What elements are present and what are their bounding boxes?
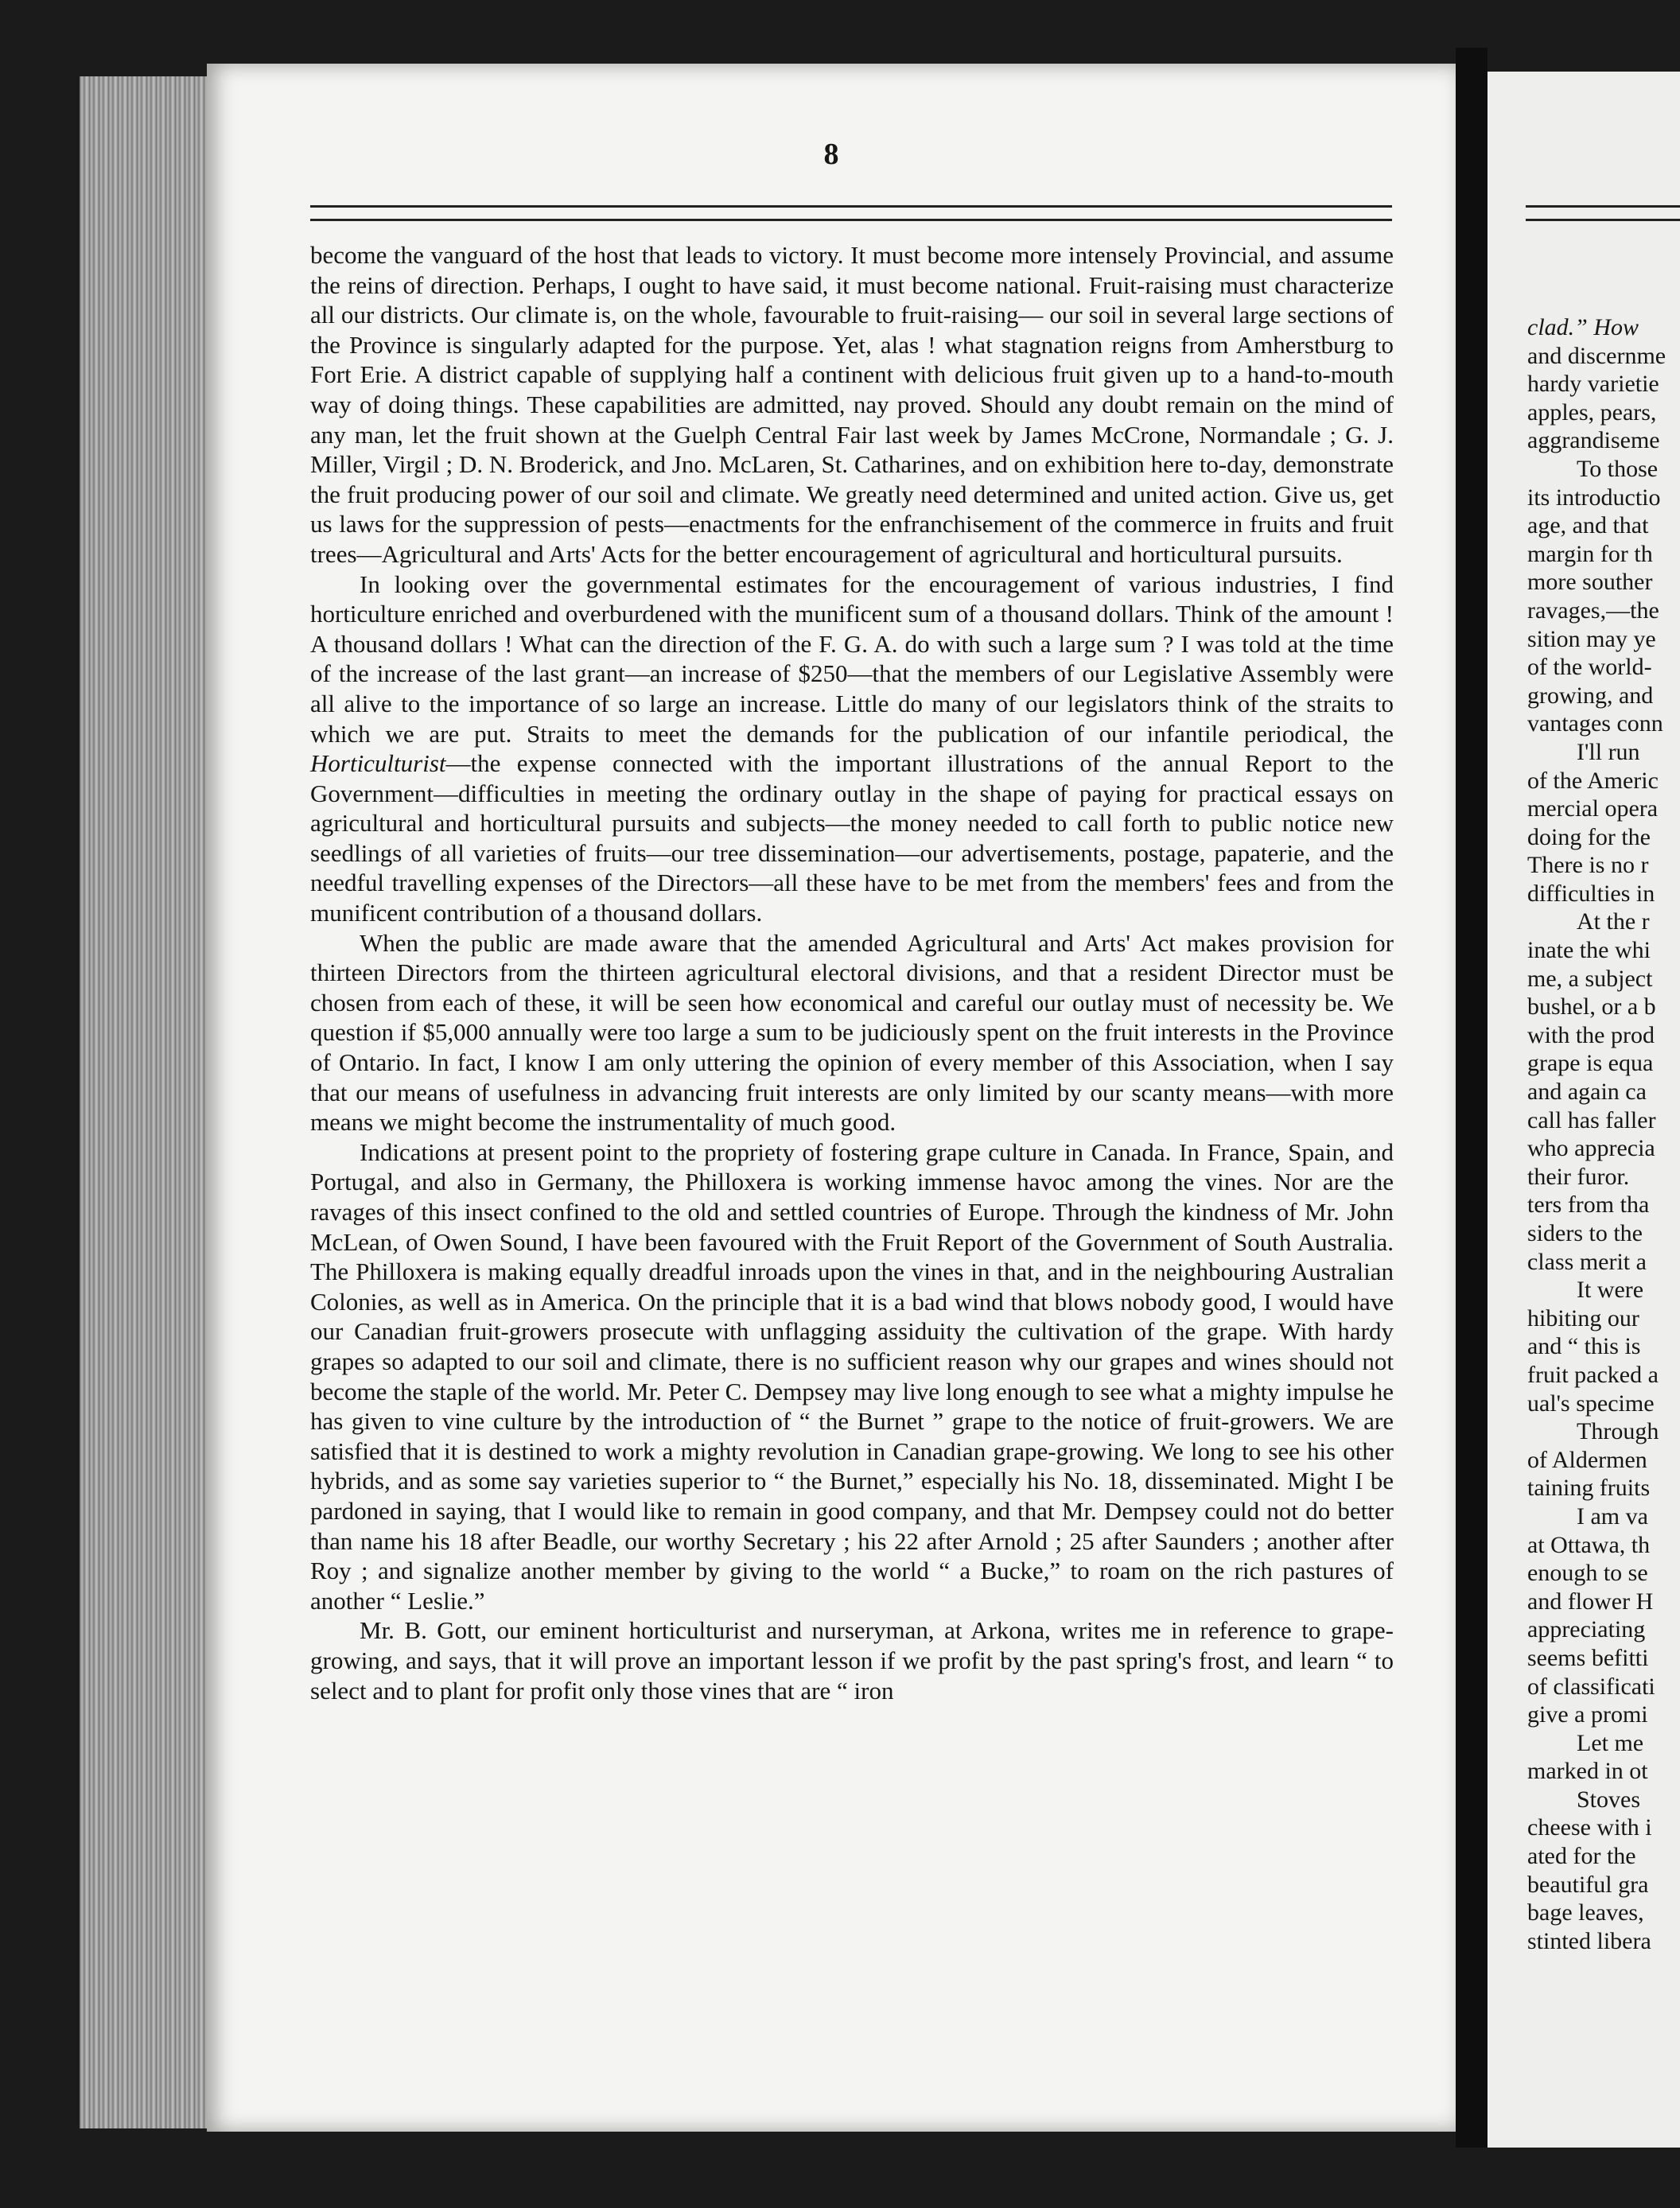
- right-page-line: marked in ot: [1527, 1758, 1648, 1785]
- paragraph: Mr. B. Gott, our eminent horticulturist and nurseryman, at Arkona, writes me in reference to grape-growing, and says, that it will prove an important lesson if we profit by the past spring's frost, and learn “ to select and to plant for profit only those vines that are “ iron: [310, 1616, 1394, 1705]
- right-page-line: at Ottawa, th: [1527, 1531, 1651, 1558]
- right-page-text: [1527, 313, 1680, 1955]
- right-page-line: and flower H: [1527, 1588, 1654, 1615]
- right-page: [1488, 72, 1680, 2148]
- body-text: [310, 240, 1394, 1705]
- right-page-line: Let me: [1577, 1729, 1644, 1756]
- paragraph: In looking over the governmental estimates for the encouragement of various industries, I find horticulture enriched and overburdened with the munificent sum of a thousand dollars. Think of the amount ! A thousand dollars ! What can the direction of the F. G. A. do with such a large sum ? I was told at the time of the increase of the last grant—an increase of $250—that the members of our Legislative Assembly were all alive to the importance of so large an increase. Little do many of our legislators think of the straits to which we are put. Straits to meet the demands for the publication of our infantile periodical, the Horticulturist—the expense connected with the important illustrations of the annual Report to the Government—difficulties in meeting the ordinary outlay in the shape of paying for practical essays on agricultural and horticultural pursuits and subjects—the money needed to call forth to public notice new seedlings of all varieties of fruits—our tree dissemination—our advertisements, postage, papaterie, and the needful travelling expenses of the Directors—all these have to be met from the members' fees and from the munificent contribution of a thousand dollars.: [310, 569, 1394, 927]
- right-page-line: siders to the: [1527, 1220, 1643, 1246]
- right-page-line: There is no r: [1527, 852, 1649, 879]
- right-page-line: fruit packed a: [1527, 1361, 1659, 1388]
- right-page-line: of Aldermen: [1527, 1446, 1647, 1473]
- right-page-line: of classificati: [1527, 1673, 1655, 1700]
- page-number: 8: [823, 138, 839, 171]
- left-page: [207, 64, 1456, 2132]
- right-page-line: of the world-: [1527, 654, 1652, 681]
- paragraph: Indications at present point to the propriety of fostering grape culture in Canada. In France, Spain, and Portugal, and also in Germany, the Philloxera is working immense havoc among the vines. Nor are the ravages of this insect confined to the old and settled countries of Europe. Through the kindness of Mr. John McLean, of Owen Sound, I have been favoured with the Fruit Report of the Government of South Australia. The Philloxera is making equally dreadful inroads upon the vines in that, and in the neighbouring Australian Colonies, as well as in America. On the principle that it is a bad wind that blows nobody good, I would have our Canadian fruit-growers prosecute with unflagging assiduity the cultivation of the grape. With hardy grapes so adapted to our soil and climate, there is no sufficient reason why our grapes and wines should not become the staple of the world. Mr. Peter C. Dempsey may live long enough to see what a mighty impulse he has given to vine culture by the introduction of “ the Burnet ” grape to the notice of fruit-growers. We are satisfied that it is destined to work a mighty revolution in Canadian grape-growing. We long to see his other hybrids, and as some say varieties superior to “ the Burnet,” especially his No. 18, disseminated. Might I be pardoned in saying, that I would like to remain in good company, and that Mr. Dempsey could not do better than name his 18 after Beadle, our worthy Secretary ; his 22 after Arnold ; 25 after Saunders ; another after Roy ; and signalize another member by giving to the world “ a Bucke,” to roam on the rich pastures of another “ Leslie.”: [310, 1137, 1394, 1615]
- right-page-line: enough to se: [1527, 1560, 1648, 1587]
- right-page-line: difficulties in: [1527, 880, 1655, 907]
- right-page-line: margin for th: [1527, 540, 1653, 567]
- right-page-line: grape is equa: [1527, 1050, 1654, 1077]
- right-page-line: vantages conn: [1527, 710, 1663, 737]
- right-page-line: ters from tha: [1527, 1191, 1650, 1219]
- right-page-line: I'll run: [1577, 738, 1640, 765]
- right-page-line: more souther: [1527, 569, 1653, 596]
- right-page-line: At the r: [1577, 908, 1650, 935]
- right-page-line: hardy varietie: [1527, 371, 1659, 398]
- right-page-line: ravages,—the: [1527, 597, 1659, 624]
- right-page-line: doing for the: [1527, 823, 1651, 850]
- right-page-line: ated for the: [1527, 1843, 1636, 1870]
- right-page-line: mercial opera: [1527, 795, 1659, 822]
- right-page-line: with the prod: [1527, 1021, 1655, 1048]
- right-page-line: who apprecia: [1527, 1135, 1655, 1162]
- right-page-line: give a promi: [1527, 1701, 1648, 1728]
- right-page-line: its introductio: [1527, 484, 1661, 511]
- right-page-line: me, a subject: [1527, 965, 1653, 992]
- right-page-line: bushel, or a b: [1527, 993, 1656, 1020]
- right-page-line: bage leaves,: [1527, 1899, 1644, 1926]
- right-page-line: of the Americ: [1527, 767, 1659, 794]
- right-page-line: beautiful gra: [1527, 1871, 1649, 1898]
- right-page-line: I am va: [1577, 1502, 1648, 1530]
- right-page-line: age, and that: [1527, 512, 1649, 539]
- paragraph: become the vanguard of the host that leads to victory. It must become more intensely Provincial, and assume the reins of direction. Perhaps, I ought to have said, it must become national. Fruit-raising must characterize all our districts. Our climate is, on the whole, favourable to fruit-raising— our soil in several large sections of the Province is singularly adapted for the purpose. Yet, alas ! what stagnation reigns from Amherstburg to Fort Erie. A district capable of supplying half a continent with delicious fruit given up to a hand-to-mouth way of doing things. These capabilities are admitted, nay proved. Should any doubt remain on the mind of any man, let the fruit shown at the Guelph Central Fair last week by James McCrone, Normandale ; G. J. Miller, Virgil ; D. N. Broderick, and Jno. McLaren, St. Catharines, and on exhibition here to-day, demonstrate the fruit producing power of our soil and climate. We greatly need determined and united action. Give us, get us laws for the suppression of pests—enactments for the enfranchisement of the commerce in fruits and fruit trees—Agricultural and Arts' Acts for the better encouragement of agricultural and horticultural pursuits.: [310, 241, 1394, 568]
- right-page-line: ual's specime: [1527, 1390, 1655, 1417]
- right-page-line: apples, pears,: [1527, 398, 1657, 426]
- book-gutter: [1456, 48, 1488, 2148]
- right-page-line: seems befitti: [1527, 1644, 1649, 1671]
- right-page-line: To those: [1577, 455, 1659, 482]
- right-page-line: and discernme: [1527, 342, 1666, 369]
- right-page-line: Through: [1577, 1418, 1659, 1445]
- right-header-rule: [1526, 205, 1680, 221]
- right-page-line: sition may ye: [1527, 625, 1656, 652]
- right-page-line: hibiting our: [1527, 1304, 1639, 1331]
- right-page-line: cheese with i: [1527, 1814, 1652, 1841]
- book-page-edges: [80, 76, 223, 2128]
- right-page-line: aggrandiseme: [1527, 427, 1660, 454]
- right-page-line: their furor.: [1527, 1163, 1630, 1190]
- right-page-line: It were: [1577, 1277, 1644, 1304]
- right-page-line: growing, and: [1527, 682, 1654, 709]
- right-page-line: and again ca: [1527, 1079, 1647, 1106]
- right-page-line: inate the whi: [1527, 937, 1651, 964]
- right-page-line: and “ this is: [1527, 1333, 1641, 1360]
- header-rule: [310, 205, 1392, 221]
- right-page-line: stinted libera: [1527, 1927, 1651, 1954]
- right-page-line: Stoves: [1577, 1786, 1641, 1813]
- right-page-line: class merit a: [1527, 1248, 1647, 1275]
- paragraph: When the public are made aware that the amended Agricultural and Arts' Act makes provision for thirteen Directors from the thirteen agricultural electoral divisions, and that a resident Director must be chosen from each of these, it will be seen how economical and careful our outlay must of necessity be. We question if $5,000 annually were too large a sum to be judiciously spent on the fruit interests in the Province of Ontario. In fact, I know I am only uttering the opinion of every member of this Association, when I say that our means of usefulness in advancing fruit interests are only limited by our scanty means—with more means we might become the instrumentality of much good.: [310, 928, 1394, 1137]
- right-page-line: clad.” How: [1527, 314, 1639, 340]
- right-page-line: appreciating: [1527, 1616, 1646, 1643]
- right-page-line: taining fruits: [1527, 1475, 1651, 1502]
- right-page-line: call has faller: [1527, 1106, 1656, 1133]
- periodical-title: Horticulturist: [310, 749, 446, 778]
